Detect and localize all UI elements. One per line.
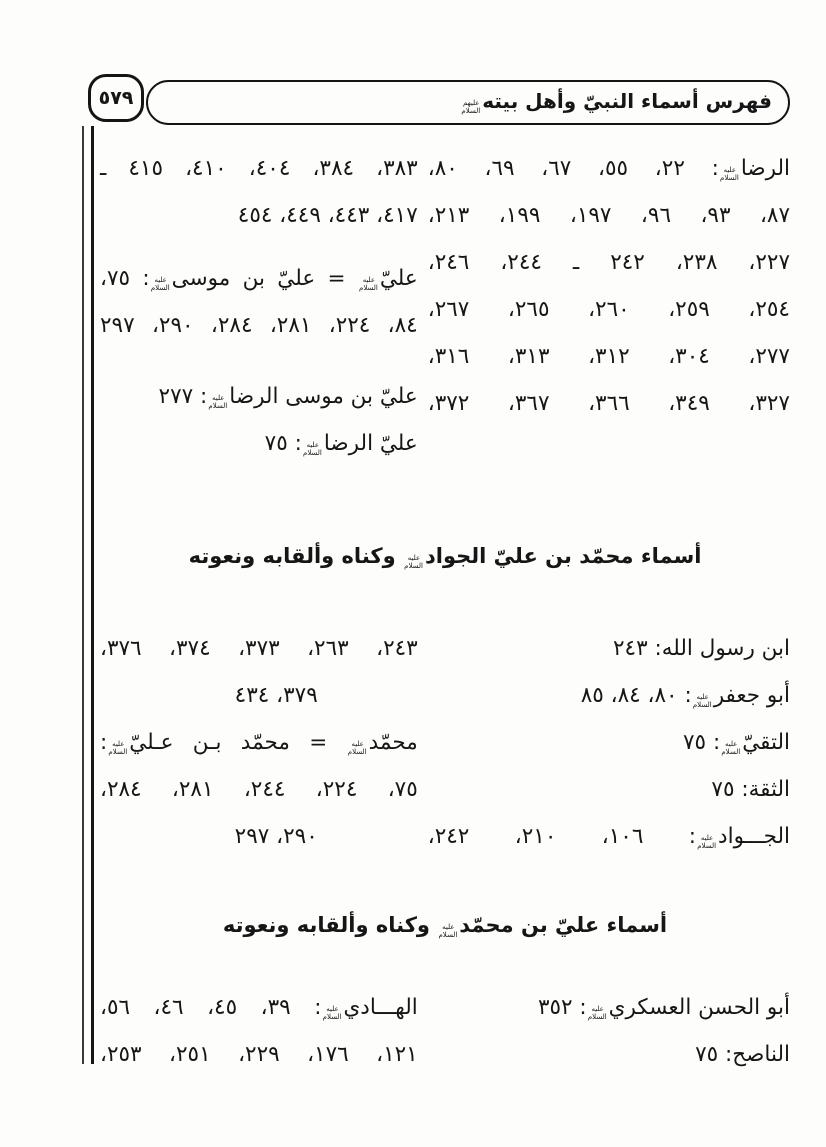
index-section-hadi: [100, 984, 790, 1078]
index-entry-line: عليّ بن موسى الرضاعليه السلام: ٢٧٧: [158, 384, 418, 410]
index-pages-line: ٢٢٧، ٢٣٨، ٢٤٢ ـ ٢٤٤، ٢٤٦،: [427, 250, 790, 275]
index-entry-line: الجـــوادعليه السلام: ١٠٦، ٢١٠، ٢٤٢،: [427, 824, 791, 850]
index-entry-line: الثقة: ٧٥: [711, 777, 790, 802]
index-entry-line: أبو الحسن العسكريعليه السلام: ٣٥٢: [537, 995, 790, 1021]
index-pages-line: ٨٤، ٢٢٤، ٢٨١، ٢٨٤، ٢٩٠، ٢٩٧: [100, 313, 418, 338]
honorific-mark: عليه السلام: [347, 739, 367, 756]
index-pages-line: ٢٤٣، ٢٦٣، ٣٧٣، ٣٧٤، ٣٧٦،: [100, 636, 418, 661]
index-column-left: [100, 145, 418, 467]
index-pages-line: ٣٢٧، ٣٤٩، ٣٦٦، ٣٦٧، ٣٧٢،: [427, 391, 790, 416]
index-pages-line: ٣٨٣، ٣٨٤، ٤٠٤، ٤١٠، ٤١٥ ـ: [100, 156, 418, 181]
index-entry-line: التقيّعليه السلام: ٧٥: [683, 730, 790, 756]
honorific-mark: عليه السلام: [697, 833, 717, 850]
honorific-mark: عليه السلام: [322, 1004, 342, 1021]
honorific-mark: عليه السلام: [208, 393, 228, 410]
margin-rules: [82, 126, 94, 1064]
index-column-left: [100, 984, 418, 1078]
index-entry-line: أبو جعفرعليه السلام: ٨٠، ٨٤، ٨٥: [580, 683, 790, 709]
page-number: ٥٧٩: [98, 87, 134, 109]
index-pages-line: ٢٩٠، ٢٩٧: [234, 824, 318, 849]
honorific-mark: عليه السلام: [404, 553, 423, 570]
index-pages-line: ٨٧، ٩٣، ٩٦، ١٩٧، ١٩٩، ٢١٣،: [427, 203, 791, 228]
honorific-mark: عليه السلام: [150, 275, 170, 292]
index-content: [100, 145, 790, 1078]
honorific-mark: عليه السلام: [438, 922, 458, 939]
honorific-mark: عليه السلام: [303, 440, 322, 457]
index-entry-line: ابن رسول الله: ٢٤٣: [612, 636, 790, 661]
honorific-mark: عليه السلام: [359, 275, 378, 292]
honorific-mark: عليه السلام: [721, 739, 741, 756]
index-entry-line: الرضاعليه السلام: ٢٢، ٥٥، ٦٧، ٦٩، ٨٠،: [427, 156, 791, 182]
index-pages-line: ٤١٧، ٤٤٣، ٤٤٩، ٤٥٤: [237, 203, 418, 228]
index-entry-line: عليّ الرضاعليه السلام: ٧٥: [264, 431, 418, 457]
header-title-band: [146, 80, 790, 125]
index-column-right: [428, 145, 790, 467]
section-heading-jawad: أسماء محمّد بن عليّ الجوادعليه السلام وكناه وألقابه ونعوته: [188, 544, 702, 570]
index-pages-line: ٧٥، ٢٢٤، ٢٤٤، ٢٨١، ٢٨٤،: [100, 777, 418, 802]
honorific-mark: عليه السلام: [719, 165, 739, 182]
section-heading-hadi: أسماء عليّ بن محمّدعليه السلام وكناه وألقابه ونعوته: [222, 913, 668, 939]
index-entry-line: الهـــاديعليه السلام: ٣٩، ٤٥، ٤٦، ٥٦،: [100, 995, 418, 1021]
honorific-mark: عليه السلام: [587, 1004, 607, 1021]
page-title: فهرس أسماء النبيّ وأهل بيتهعليهم السلام: [461, 89, 772, 116]
index-pages-line: ٣٧٩، ٤٣٤: [234, 683, 318, 708]
index-entry-line: عليّعليه السلام = عليّ بن موسىعليه السلام: ٧٥،: [100, 266, 418, 292]
honorific-mark: عليه السلام: [692, 692, 712, 709]
index-entry-line: الناصح: ٧٥: [695, 1042, 790, 1067]
index-section-jawad: [100, 625, 790, 860]
honorific-mark: عليه السلام: [108, 739, 128, 756]
index-pages-line: ٢٧٧، ٣٠٤، ٣١٢، ٣١٣، ٣١٦،: [427, 344, 790, 369]
index-entry-line: محمّدعليه السلام = محمّد بـن عـليّعليه السلام:: [100, 730, 418, 756]
honorific-mark: عليهم السلام: [461, 99, 481, 116]
index-column-right: [428, 625, 790, 860]
page-number-badge: [88, 74, 144, 122]
index-section-rida: [100, 145, 790, 467]
index-pages-line: ٢٥٤، ٢٥٩، ٢٦٠، ٢٦٥، ٢٦٧،: [427, 297, 790, 322]
index-pages-line: ١٢١، ١٧٦، ٢٢٩، ٢٥١، ٢٥٣،: [100, 1042, 418, 1067]
index-column-left: [100, 625, 418, 860]
index-column-right: [428, 984, 790, 1078]
